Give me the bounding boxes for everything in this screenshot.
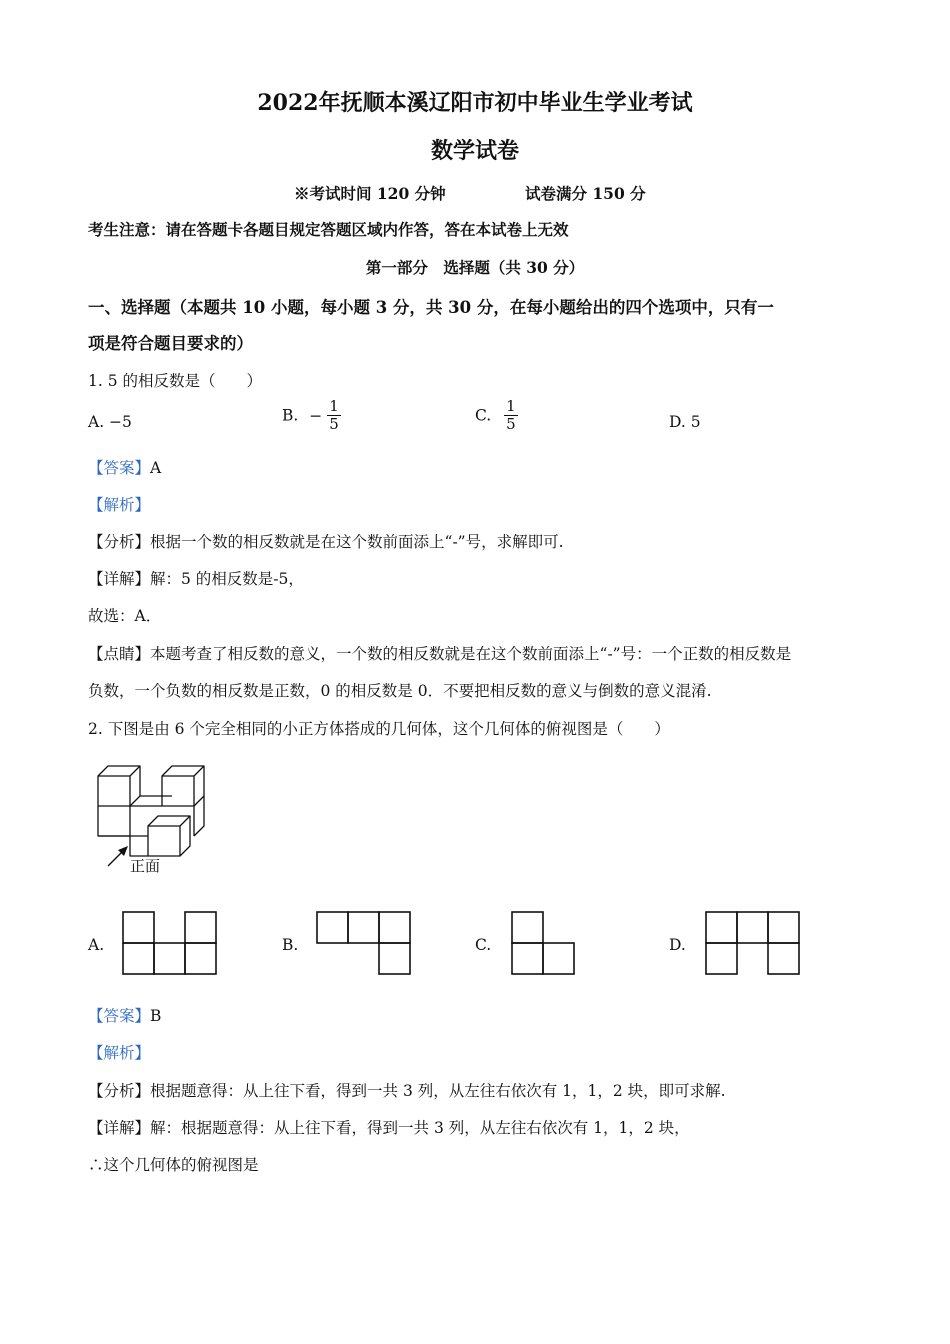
q2-option-c-grid <box>511 911 577 977</box>
q2-fenxi-line <box>88 1079 726 1101</box>
exam-notice: 考生注意：请在答题卡各题目规定答题区域内作答，答在本试卷上无效 <box>88 220 569 239</box>
q1-fenxi-line <box>88 530 564 552</box>
q2-option-a: A. <box>88 936 105 954</box>
q1-choose: 故选：A． <box>88 607 162 625</box>
q1-answer: A <box>150 459 162 477</box>
exam-subtitle: 数学试卷 <box>430 138 519 164</box>
part-heading: 第一部分 选择题（共 30 分） <box>365 258 585 277</box>
exam-title: 2022年抚顺本溪辽阳市初中毕业生学业考试 <box>257 90 693 116</box>
q1-analysis-tag: 【解析】 <box>88 496 151 514</box>
q1-dianjing-text1: 本题考查了相反数的意义，一个数的相反数就是在这个数前面添上“-”号：一个正数的相反数是 <box>150 645 792 663</box>
section-heading-line1: 一、选择题（本题共 10 小题，每小题 3 分，共 30 分，在每小题给出的四个选项中，只有一 <box>88 298 774 317</box>
q1-xiangjie-tag: 【详解】 <box>88 570 151 588</box>
q2-xiangjie-line <box>88 1116 690 1138</box>
q2-answer: B <box>150 1007 162 1025</box>
q1-option-b-fraction <box>327 398 341 433</box>
q1-option-b <box>282 398 341 433</box>
q1-option-b-sign: − <box>309 406 323 425</box>
q1-option-a: A. −5 <box>88 413 132 431</box>
q1-dianjing-line2: 负数，一个负数的相反数是正数，0 的相反数是 0．不要把相反数的意义与倒数的意义混淆. <box>88 682 712 700</box>
q1-dianjing-line1 <box>88 642 791 664</box>
q1-option-b-denominator: 5 <box>329 415 339 433</box>
q1-option-c-fraction <box>504 398 518 433</box>
q1-answer-line <box>88 456 161 478</box>
q2-option-c: C. <box>475 936 492 954</box>
q2-option-d: D. <box>669 936 686 954</box>
q2-option-a-grid <box>122 911 219 977</box>
q1-option-c <box>475 398 518 433</box>
q1-answer-tag: 【答案】 <box>88 459 151 477</box>
q2-analysis-tag: 【解析】 <box>88 1044 151 1062</box>
q1-option-d: D. 5 <box>669 413 701 431</box>
q2-answer-tag: 【答案】 <box>88 1007 151 1025</box>
q1-xiangjie-line <box>88 567 304 589</box>
q1-option-b-label: B. <box>282 406 299 425</box>
q2-front-label: 正面 <box>130 857 161 875</box>
q2-answer-line <box>88 1004 161 1026</box>
full-score: 试卷满分 150 分 <box>525 184 646 203</box>
q2-xiangjie-tag: 【详解】 <box>88 1119 151 1137</box>
q1-option-c-denominator: 5 <box>506 415 516 433</box>
q1-fenxi-tag: 【分析】 <box>88 533 151 551</box>
q2-conclusion: ∴这个几何体的俯视图是 <box>88 1156 259 1174</box>
q1-stem: 1. 5 的相反数是（ ） <box>88 372 263 390</box>
q1-xiangjie: 解：5 的相反数是-5， <box>150 570 304 588</box>
q1-option-b-numerator: 1 <box>329 397 339 415</box>
exam-time: ※考试时间 120 分钟 <box>294 184 446 203</box>
q2-option-d-grid <box>705 911 802 977</box>
q2-option-b-grid <box>316 911 413 977</box>
section-heading-line2: 项是符合题目要求的） <box>88 334 253 353</box>
q2-stem: 2. 下图是由 6 个完全相同的小正方体搭成的几何体，这个几何体的俯视图是（ ） <box>88 720 670 738</box>
q1-dianjing-tag: 【点睛】 <box>88 645 151 663</box>
q2-fenxi-tag: 【分析】 <box>88 1082 151 1100</box>
q1-option-c-label: C. <box>475 406 492 425</box>
q2-xiangjie: 解：根据题意得：从上往下看，得到一共 3 列，从左往右依次有 1，1，2 块， <box>150 1119 690 1137</box>
q1-option-c-numerator: 1 <box>506 397 516 415</box>
q1-fenxi: 根据一个数的相反数就是在这个数前面添上“-”号，求解即可. <box>150 533 564 551</box>
q2-fenxi: 根据题意得：从上往下看，得到一共 3 列，从左往右依次有 1，1，2 块，即可求解. <box>150 1082 726 1100</box>
q2-option-b: B. <box>282 936 299 954</box>
